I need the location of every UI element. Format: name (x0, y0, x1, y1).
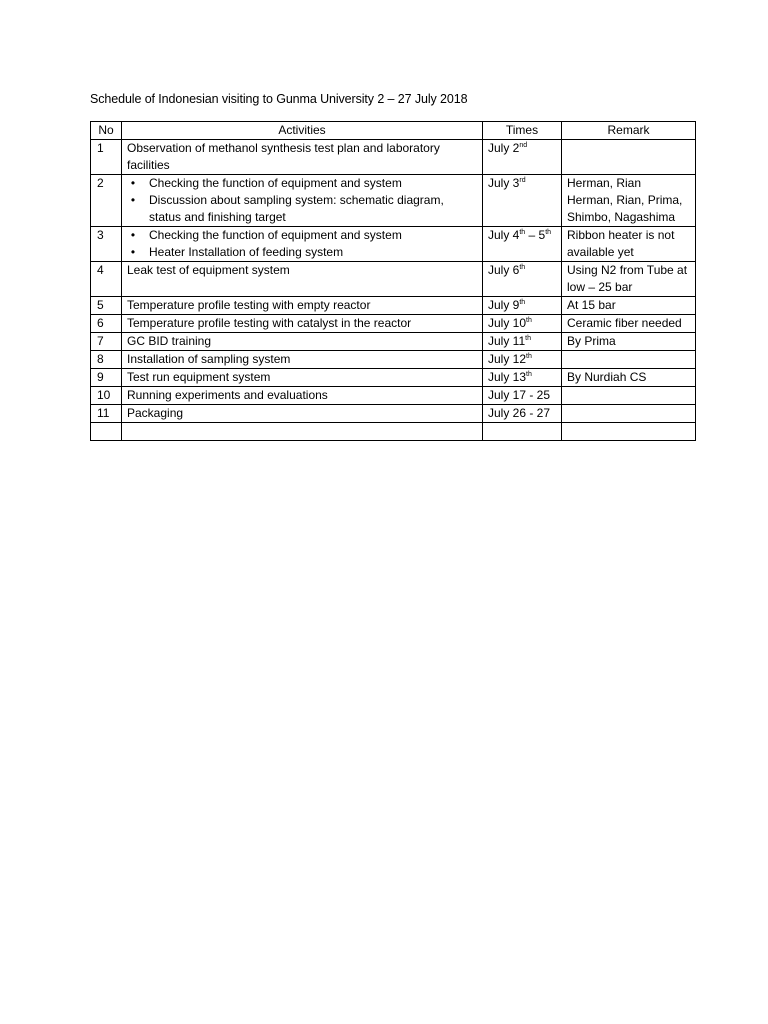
empty-cell (562, 423, 696, 441)
row-number: 1 (91, 140, 122, 175)
remark-cell (562, 351, 696, 369)
table-row (91, 227, 696, 262)
time-cell (483, 315, 562, 333)
empty-table-row (91, 423, 696, 441)
activity-bullet-text: Heater Installation of feeding system (149, 245, 344, 259)
table-row (91, 315, 696, 333)
time-text: July 9 (488, 298, 520, 312)
activity-bullet-list (127, 175, 477, 226)
row-number: 4 (91, 262, 122, 297)
time-cell (483, 175, 562, 227)
activity-bullet-item (127, 192, 477, 226)
time-text: July 26 - 27 (488, 406, 551, 420)
table-body (91, 140, 696, 441)
time-ordinal-suffix: th (526, 371, 532, 378)
time-ordinal-suffix: nd (519, 142, 528, 149)
empty-cell (483, 423, 562, 441)
remark-cell: Ribbon heater is not available yet (562, 227, 696, 262)
activity-cell (122, 387, 483, 405)
time-text: July 11 (488, 334, 526, 348)
table-row (91, 297, 696, 315)
time-cell (483, 333, 562, 351)
activity-cell (122, 175, 483, 227)
activity-cell (122, 297, 483, 315)
table-row (91, 333, 696, 351)
activity-cell (122, 227, 483, 262)
remark-cell: Ceramic fiber needed (562, 315, 696, 333)
table-row (91, 140, 696, 175)
time-ordinal-suffix: th (526, 353, 532, 360)
time-text: July 12 (488, 352, 527, 366)
empty-cell (122, 423, 483, 441)
activity-bullet-text: Checking the function of equipment and system (149, 228, 402, 242)
time-cell (483, 227, 562, 262)
document-title: Schedule of Indonesian visiting to Gunma University 2 – 27 July 2018 (90, 92, 468, 106)
activity-cell (122, 405, 483, 423)
time-text: July 4 (488, 228, 520, 242)
bullet-icon: • (130, 176, 136, 190)
row-number: 3 (91, 227, 122, 262)
remark-cell: Using N2 from Tube at low – 25 bar (562, 262, 696, 297)
remark-cell: Herman, Rian Herman, Rian, Prima, Shimbo, Nagashima (562, 175, 696, 227)
table-row (91, 369, 696, 387)
row-number: 2 (91, 175, 122, 227)
activity-text: Test run equipment system (127, 370, 271, 384)
row-number: 10 (91, 387, 122, 405)
activity-text: Observation of methanol synthesis test plan and laboratory facilities (127, 141, 440, 172)
activity-cell (122, 262, 483, 297)
time-range-text: – 5 (525, 228, 546, 242)
time-ordinal-suffix: th (526, 317, 532, 324)
time-cell (483, 262, 562, 297)
activity-text: Leak test of equipment system (127, 263, 290, 277)
time-text: July 10 (488, 316, 527, 330)
remark-cell: At 15 bar (562, 297, 696, 315)
activity-cell (122, 140, 483, 175)
activity-bullet-text: Checking the function of equipment and system (149, 176, 402, 190)
table-row (91, 262, 696, 297)
row-number: 9 (91, 369, 122, 387)
row-number: 6 (91, 315, 122, 333)
time-cell (483, 405, 562, 423)
time-cell (483, 369, 562, 387)
activity-bullet-item (127, 227, 477, 244)
time-text: July 6 (488, 263, 520, 277)
time-text: July 2 (488, 141, 520, 155)
activity-cell (122, 333, 483, 351)
header-activities: Activities (122, 122, 483, 140)
row-number: 8 (91, 351, 122, 369)
time-text: July 17 - 25 (488, 388, 551, 402)
time-text: July 13 (488, 370, 527, 384)
time-cell (483, 140, 562, 175)
time-ordinal-suffix: th (519, 229, 526, 236)
table-row (91, 405, 696, 423)
activity-bullet-text: Discussion about sampling system: schematic diagram, status and finishing target (149, 193, 444, 224)
time-cell (483, 297, 562, 315)
time-cell (483, 387, 562, 405)
header-times: Times (483, 122, 562, 140)
bullet-icon: • (130, 228, 136, 242)
activity-text: Packaging (127, 406, 184, 420)
remark-cell (562, 405, 696, 423)
activity-text: Temperature profile testing with catalyst in the reactor (127, 316, 412, 330)
time-ordinal-suffix: th (519, 299, 526, 306)
remark-cell: By Prima (562, 333, 696, 351)
bullet-icon: • (130, 193, 136, 207)
activity-text: Temperature profile testing with empty reactor (127, 298, 371, 312)
activity-cell (122, 369, 483, 387)
time-text: July 3 (488, 176, 520, 190)
activity-bullet-list (127, 227, 477, 261)
time-ordinal-suffix: rd (519, 177, 526, 184)
header-no: No (91, 122, 122, 140)
empty-cell (91, 423, 122, 441)
remark-cell (562, 387, 696, 405)
bullet-icon: • (130, 245, 136, 259)
activity-text: Running experiments and evaluations (127, 388, 328, 402)
activity-text: GC BID training (127, 334, 212, 348)
activity-text: Installation of sampling system (127, 352, 291, 366)
time-ordinal-suffix: th (519, 264, 526, 271)
row-number: 7 (91, 333, 122, 351)
table-row (91, 351, 696, 369)
table-header-row (91, 122, 696, 140)
activity-cell (122, 351, 483, 369)
activity-cell (122, 315, 483, 333)
row-number: 5 (91, 297, 122, 315)
time-ordinal-suffix: th (545, 229, 552, 236)
activity-bullet-item (127, 244, 477, 261)
row-number: 11 (91, 405, 122, 423)
remark-cell (562, 140, 696, 175)
time-cell (483, 351, 562, 369)
time-ordinal-suffix: th (525, 335, 531, 342)
activity-bullet-item (127, 175, 477, 192)
table-row (91, 175, 696, 227)
remark-cell: By Nurdiah CS (562, 369, 696, 387)
table-row (91, 387, 696, 405)
header-remark: Remark (562, 122, 696, 140)
schedule-table (90, 121, 696, 441)
